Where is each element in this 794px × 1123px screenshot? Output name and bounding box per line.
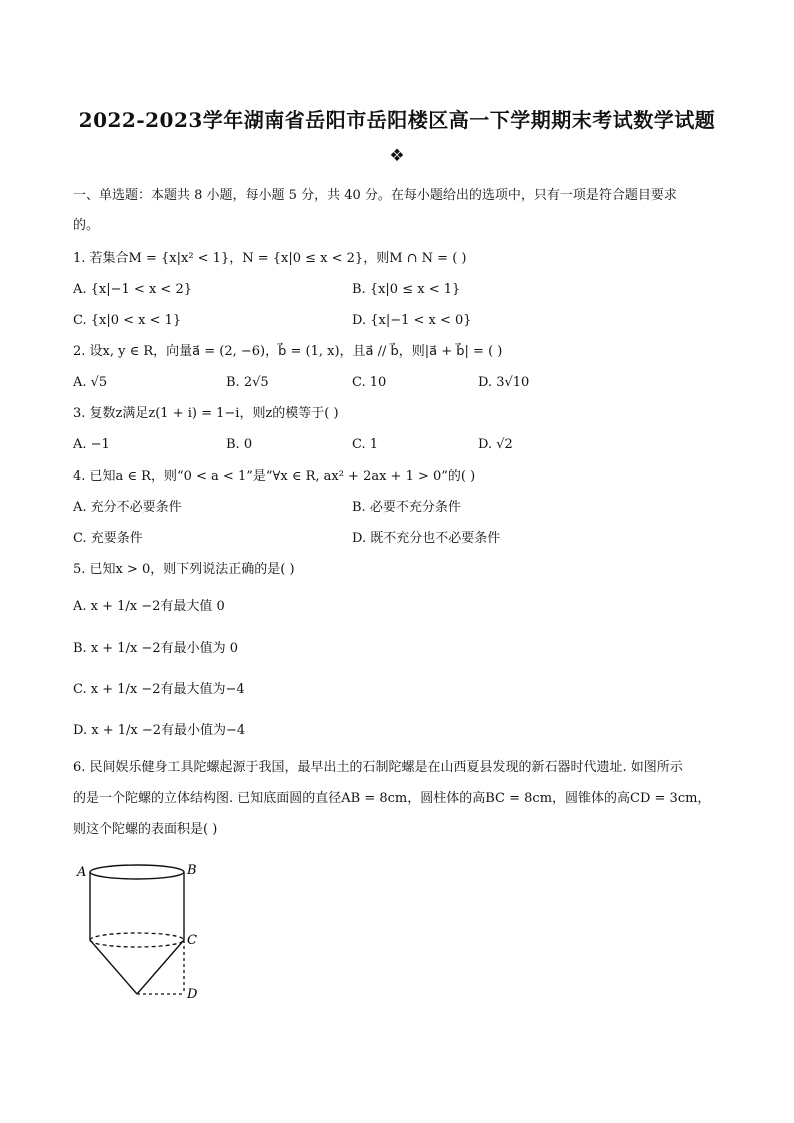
label-d: D: [187, 987, 198, 1002]
q4-option-c: C. 充要条件: [73, 531, 143, 546]
q3-option-b: B. 0: [226, 437, 253, 452]
question-3-stem: 3. 复数z满足z(1 + i) = 1−i，则z的模等于( ): [73, 406, 339, 421]
q5-option-c: C. x + 1/x −2有最大值为−4: [73, 682, 245, 697]
question-1-stem: 1. 若集合M = {x|x² < 1}，N = {x|0 ≤ x < 2}，则M ∩ N = ( ): [73, 251, 467, 266]
q3-option-c: C. 1: [352, 437, 379, 452]
q4-option-b: B. 必要不充分条件: [352, 500, 461, 515]
q3-option-a: A. −1: [73, 437, 110, 452]
q4-option-a: A. 充分不必要条件: [73, 500, 182, 515]
spinning-top-figure: [74, 856, 224, 1006]
diamond-icon: ❖: [389, 146, 405, 166]
label-b: B: [187, 863, 197, 878]
question-6-stem: 6. 民间娱乐健身工具陀螺起源于我国，最早出土的石制陀螺是在山西夏县发现的新石器时代遗址. 如图所示: [73, 760, 683, 775]
q1-option-b: B. {x|0 ≤ x < 1}: [352, 282, 461, 297]
q5-option-a: A. x + 1/x −2有最大值 0: [73, 599, 225, 614]
q3-option-d: D. √2: [478, 437, 513, 452]
q1-option-c: C. {x|0 < x < 1}: [73, 313, 182, 328]
q1-option-a: A. {x|−1 < x < 2}: [73, 282, 192, 297]
question-6-stem-cont: 的是一个陀螺的立体结构图. 已知底面圆的直径AB = 8cm，圆柱体的高BC = 8cm，圆锥体的高CD = 3cm，: [73, 791, 711, 806]
cylinder-bottom-front: [90, 940, 184, 947]
q5-option-b: B. x + 1/x −2有最小值为 0: [73, 641, 238, 656]
cone-left-edge: [90, 940, 137, 994]
question-2-stem: 2. 设x, y ∈ R，向量a⃗ = (2, −6)，b⃗ = (1, x)，且a⃗ // b⃗，则|a⃗ + b⃗| = ( ): [73, 344, 503, 359]
page-title: 2022-2023学年湖南省岳阳市岳阳楼区高一下学期期末考试数学试题: [78, 108, 716, 132]
q5-option-d: D. x + 1/x −2有最小值为−4: [73, 723, 246, 738]
question-6-stem-end: 则这个陀螺的表面积是( ): [73, 822, 218, 837]
question-4-stem: 4. 已知a ∈ R，则“0 < a < 1”是“∀x ∈ R, ax² + 2ax + 1 > 0”的( ): [73, 469, 476, 484]
cylinder-bottom-back: [90, 933, 184, 940]
q4-option-d: D. 既不充分也不必要条件: [352, 531, 501, 546]
section-heading: 一、单选题：本题共 8 小题，每小题 5 分，共 40 分。在每小题给出的选项中，只有一项是符合题目要求: [73, 188, 677, 203]
q2-option-d: D. 3√10: [478, 375, 530, 390]
q2-option-a: A. √5: [73, 375, 108, 390]
cylinder-top-ellipse: [90, 865, 184, 879]
label-c: C: [187, 933, 197, 948]
label-a: A: [77, 865, 87, 880]
section-heading-cont: 的。: [73, 218, 100, 233]
q1-option-d: D. {x|−1 < x < 0}: [352, 313, 472, 328]
q2-option-c: C. 10: [352, 375, 387, 390]
cone-right-edge: [137, 940, 184, 994]
q2-option-b: B. 2√5: [226, 375, 269, 390]
question-5-stem: 5. 已知x > 0，则下列说法正确的是( ): [73, 562, 295, 577]
